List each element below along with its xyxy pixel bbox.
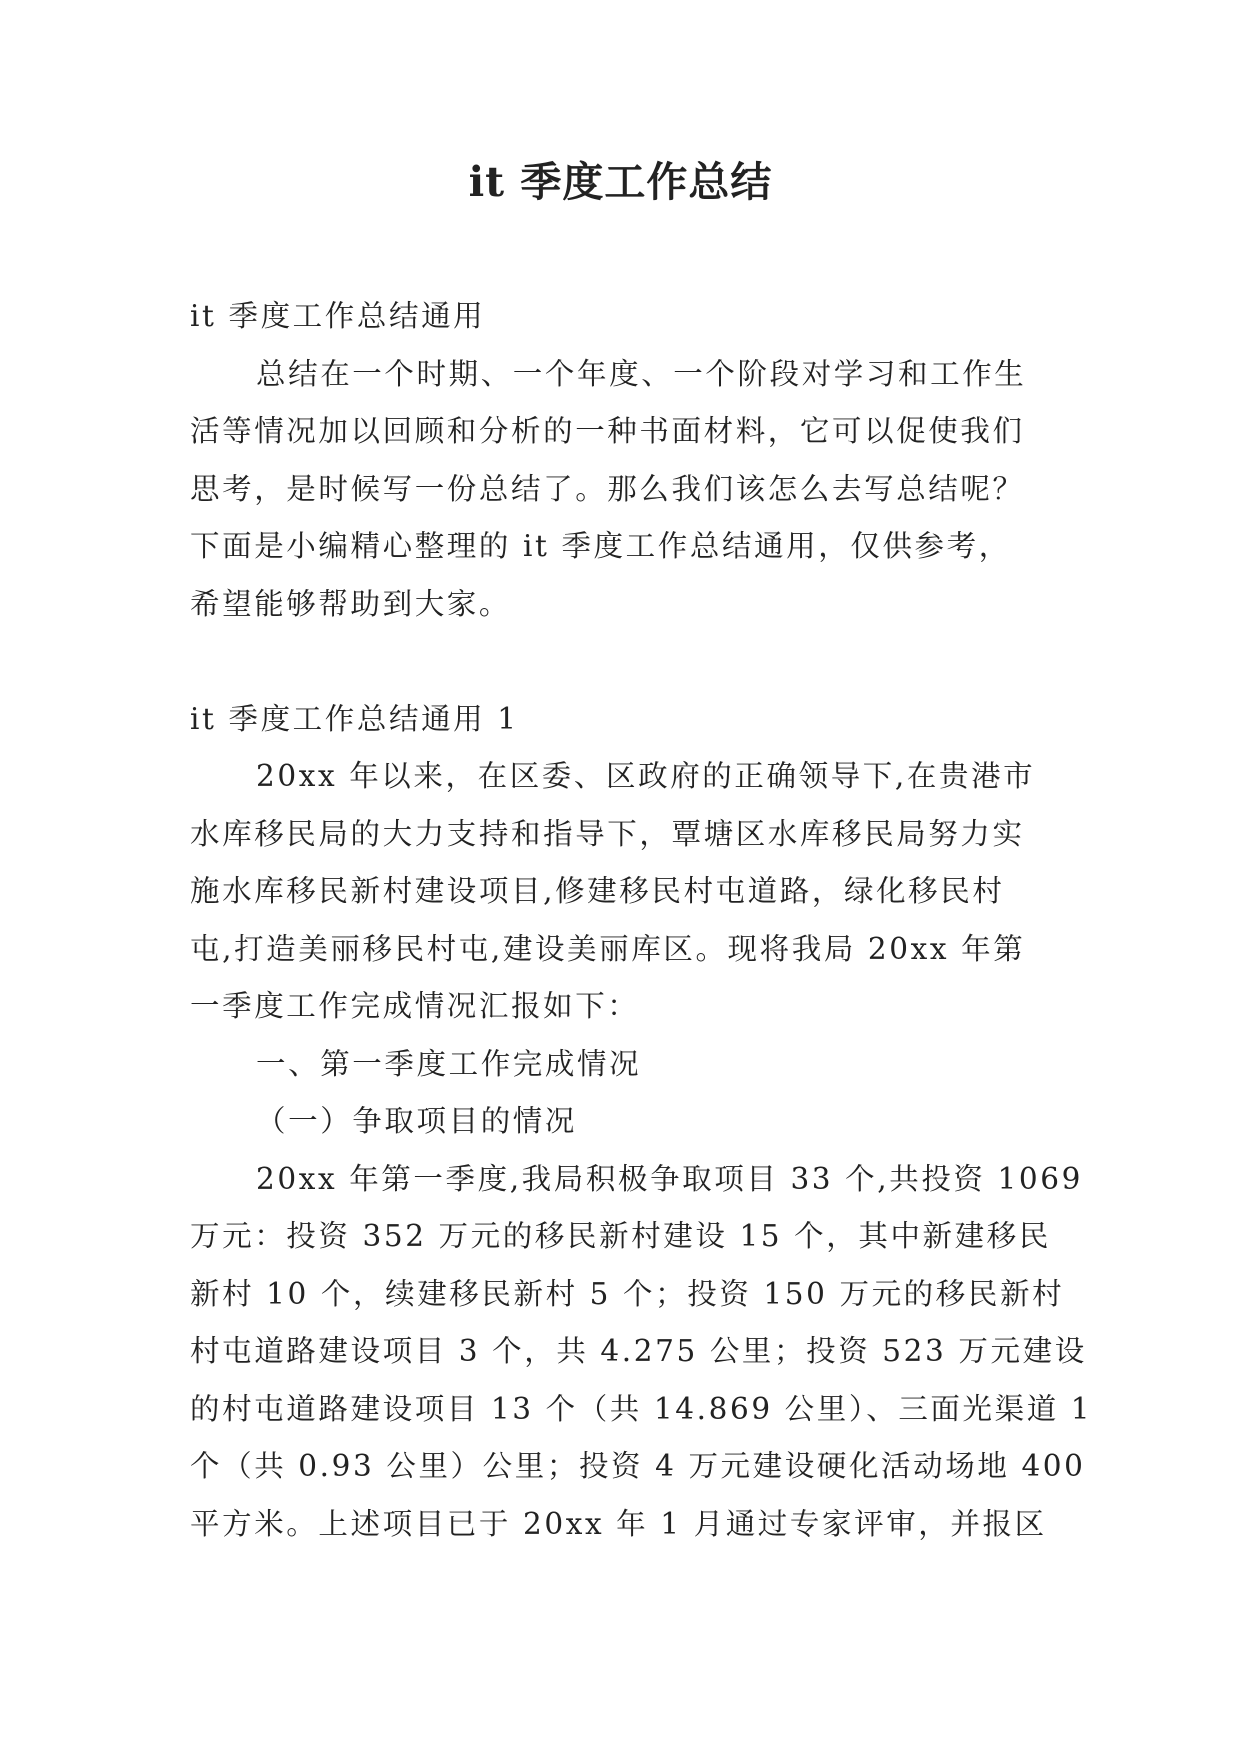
paragraph-line: 村屯道路建设项目 3 个，共 4.275 公里；投资 523 万元建设 — [190, 1334, 1087, 1368]
document-body — [190, 288, 1093, 1553]
paragraph-line: 水库移民局的大力支持和指导下，覃塘区水库移民局努力实 — [190, 816, 1025, 851]
paragraph-line: 平方米。上述项目已于 20xx 年 1 月通过专家评审，并报区 — [190, 1506, 1047, 1541]
heading-level-two: （一）争取项目的情况 — [256, 1104, 578, 1138]
intro-line: 下面是小编精心整理的 it 季度工作总结通用，仅供参考， — [190, 529, 1011, 563]
paragraph-line: 个（共 0.93 公里）公里；投资 4 万元建设硬化活动场地 400 — [190, 1449, 1086, 1483]
paragraph-line: 施水库移民新村建设项目,修建移民村屯道路，绿化移民村 — [190, 874, 1005, 908]
document-subtitle: it 季度工作总结通用 — [190, 299, 486, 333]
paragraph-gap — [190, 633, 1062, 691]
section-heading: it 季度工作总结通用 1 — [190, 701, 519, 736]
paragraph-line: 万元：投资 352 万元的移民新村建设 15 个，其中新建移民 — [190, 1219, 1051, 1253]
paragraph-line: 一季度工作完成情况汇报如下： — [190, 989, 640, 1023]
intro-line: 希望能够帮助到大家。 — [190, 586, 512, 621]
intro-line: 总结在一个时期、一个年度、一个阶段对学习和工作生 — [256, 356, 1027, 391]
document-title: it 季度工作总结 — [468, 158, 773, 206]
paragraph-line: 20xx 年第一季度,我局积极争取项目 33 个,共投资 1069 — [256, 1161, 1083, 1196]
paragraph-line: 屯,打造美丽移民村屯,建设美丽库区。现将我局 20xx 年第 — [190, 931, 1026, 966]
intro-line: 活等情况加以回顾和分析的一种书面材料，它可以促使我们 — [190, 414, 1025, 448]
intro-line: 思考，是时候写一份总结了。那么我们该怎么去写总结呢？ — [190, 471, 1025, 506]
paragraph-line: 新村 10 个，续建移民新村 5 个；投资 150 万元的移民新村 — [190, 1276, 1065, 1311]
heading-level-one: 一、第一季度工作完成情况 — [256, 1046, 642, 1081]
paragraph-line: 的村屯道路建设项目 13 个（共 14.869 公里）、三面光渠道 1 — [190, 1391, 1093, 1426]
paragraph-line: 20xx 年以来，在区委、区政府的正确领导下,在贵港市 — [256, 759, 1036, 793]
